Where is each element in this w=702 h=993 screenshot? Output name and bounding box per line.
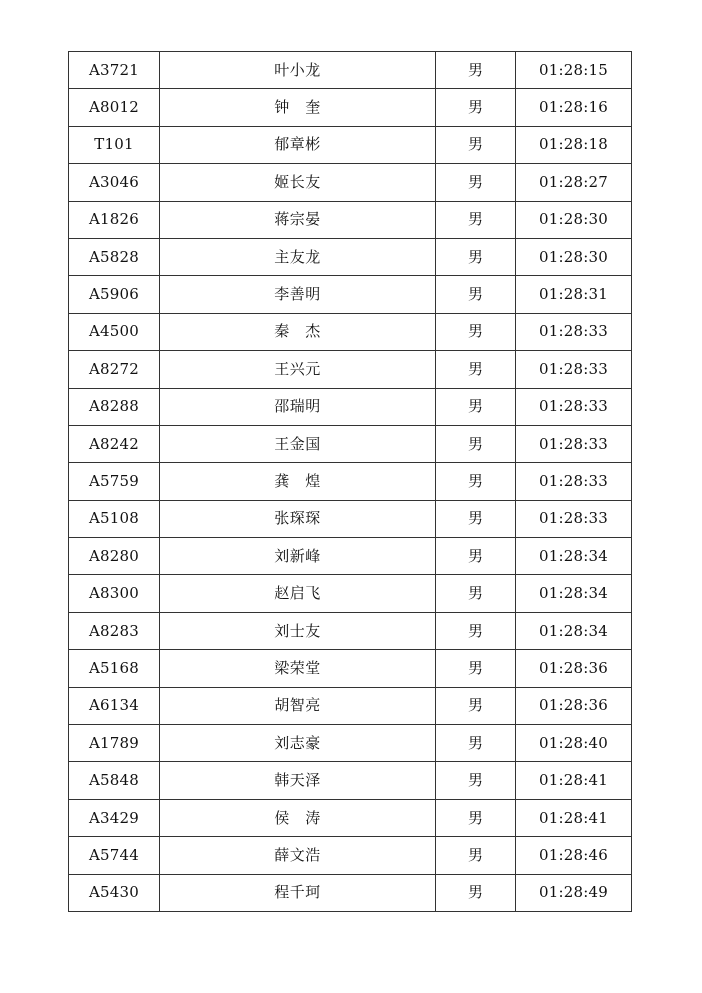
bib-number-cell: A5828 bbox=[69, 238, 160, 275]
runner-name-cell: 王兴元 bbox=[160, 351, 436, 388]
gender-cell: 男 bbox=[436, 650, 516, 687]
table-row bbox=[69, 762, 632, 799]
bib-number-cell: A5168 bbox=[69, 650, 160, 687]
bib-number-cell: A8280 bbox=[69, 538, 160, 575]
runner-name-cell: 程千珂 bbox=[160, 874, 436, 911]
bib-number-cell: A8283 bbox=[69, 612, 160, 649]
results-table bbox=[68, 51, 632, 912]
finish-time-cell: 01:28:46 bbox=[516, 837, 632, 874]
runner-name-cell: 刘志豪 bbox=[160, 725, 436, 762]
runner-name-cell: 王金国 bbox=[160, 425, 436, 462]
finish-time-cell: 01:28:18 bbox=[516, 126, 632, 163]
gender-cell: 男 bbox=[436, 313, 516, 350]
table-row bbox=[69, 575, 632, 612]
finish-time-cell: 01:28:33 bbox=[516, 425, 632, 462]
runner-name-cell: 叶小龙 bbox=[160, 52, 436, 89]
runner-name-cell: 李善明 bbox=[160, 276, 436, 313]
gender-cell: 男 bbox=[436, 126, 516, 163]
runner-name-cell: 张琛琛 bbox=[160, 500, 436, 537]
bib-number-cell: A5108 bbox=[69, 500, 160, 537]
table-row bbox=[69, 799, 632, 836]
finish-time-cell: 01:28:30 bbox=[516, 201, 632, 238]
table-row bbox=[69, 52, 632, 89]
bib-number-cell: T101 bbox=[69, 126, 160, 163]
runner-name-cell: 姬长友 bbox=[160, 164, 436, 201]
table-row bbox=[69, 201, 632, 238]
bib-number-cell: A3046 bbox=[69, 164, 160, 201]
runner-name-cell: 主友龙 bbox=[160, 238, 436, 275]
finish-time-cell: 01:28:31 bbox=[516, 276, 632, 313]
gender-cell: 男 bbox=[436, 276, 516, 313]
gender-cell: 男 bbox=[436, 687, 516, 724]
gender-cell: 男 bbox=[436, 238, 516, 275]
bib-number-cell: A1826 bbox=[69, 201, 160, 238]
table-row bbox=[69, 538, 632, 575]
bib-number-cell: A8012 bbox=[69, 89, 160, 126]
finish-time-cell: 01:28:36 bbox=[516, 687, 632, 724]
finish-time-cell: 01:28:34 bbox=[516, 538, 632, 575]
finish-time-cell: 01:28:27 bbox=[516, 164, 632, 201]
finish-time-cell: 01:28:36 bbox=[516, 650, 632, 687]
table-row bbox=[69, 612, 632, 649]
table-row bbox=[69, 650, 632, 687]
runner-name-cell: 蒋宗晏 bbox=[160, 201, 436, 238]
gender-cell: 男 bbox=[436, 874, 516, 911]
finish-time-cell: 01:28:30 bbox=[516, 238, 632, 275]
runner-name-cell: 刘士友 bbox=[160, 612, 436, 649]
runner-name-cell: 邵瑞明 bbox=[160, 388, 436, 425]
gender-cell: 男 bbox=[436, 725, 516, 762]
gender-cell: 男 bbox=[436, 201, 516, 238]
runner-name-cell: 侯 涛 bbox=[160, 799, 436, 836]
runner-name-cell: 梁荣堂 bbox=[160, 650, 436, 687]
gender-cell: 男 bbox=[436, 89, 516, 126]
finish-time-cell: 01:28:41 bbox=[516, 799, 632, 836]
bib-number-cell: A8272 bbox=[69, 351, 160, 388]
bib-number-cell: A8242 bbox=[69, 425, 160, 462]
gender-cell: 男 bbox=[436, 52, 516, 89]
gender-cell: 男 bbox=[436, 500, 516, 537]
table-row bbox=[69, 276, 632, 313]
bib-number-cell: A5759 bbox=[69, 463, 160, 500]
finish-time-cell: 01:28:33 bbox=[516, 351, 632, 388]
gender-cell: 男 bbox=[436, 538, 516, 575]
gender-cell: 男 bbox=[436, 837, 516, 874]
bib-number-cell: A3721 bbox=[69, 52, 160, 89]
gender-cell: 男 bbox=[436, 762, 516, 799]
finish-time-cell: 01:28:33 bbox=[516, 313, 632, 350]
bib-number-cell: A5906 bbox=[69, 276, 160, 313]
bib-number-cell: A8288 bbox=[69, 388, 160, 425]
finish-time-cell: 01:28:16 bbox=[516, 89, 632, 126]
runner-name-cell: 郁章彬 bbox=[160, 126, 436, 163]
runner-name-cell: 秦 杰 bbox=[160, 313, 436, 350]
table-row bbox=[69, 687, 632, 724]
bib-number-cell: A5744 bbox=[69, 837, 160, 874]
runner-name-cell: 龚 煌 bbox=[160, 463, 436, 500]
table-row bbox=[69, 351, 632, 388]
finish-time-cell: 01:28:34 bbox=[516, 612, 632, 649]
gender-cell: 男 bbox=[436, 351, 516, 388]
table-row bbox=[69, 500, 632, 537]
runner-name-cell: 薛文浩 bbox=[160, 837, 436, 874]
gender-cell: 男 bbox=[436, 425, 516, 462]
bib-number-cell: A8300 bbox=[69, 575, 160, 612]
finish-time-cell: 01:28:40 bbox=[516, 725, 632, 762]
gender-cell: 男 bbox=[436, 612, 516, 649]
table-row bbox=[69, 238, 632, 275]
bib-number-cell: A4500 bbox=[69, 313, 160, 350]
bib-number-cell: A1789 bbox=[69, 725, 160, 762]
table-row bbox=[69, 463, 632, 500]
table-row bbox=[69, 313, 632, 350]
gender-cell: 男 bbox=[436, 463, 516, 500]
finish-time-cell: 01:28:41 bbox=[516, 762, 632, 799]
runner-name-cell: 钟 奎 bbox=[160, 89, 436, 126]
finish-time-cell: 01:28:15 bbox=[516, 52, 632, 89]
table-row bbox=[69, 89, 632, 126]
results-table-body bbox=[69, 52, 632, 912]
table-row bbox=[69, 425, 632, 462]
table-row bbox=[69, 725, 632, 762]
gender-cell: 男 bbox=[436, 388, 516, 425]
bib-number-cell: A3429 bbox=[69, 799, 160, 836]
finish-time-cell: 01:28:49 bbox=[516, 874, 632, 911]
bib-number-cell: A5430 bbox=[69, 874, 160, 911]
finish-time-cell: 01:28:33 bbox=[516, 388, 632, 425]
table-row bbox=[69, 126, 632, 163]
runner-name-cell: 胡智亮 bbox=[160, 687, 436, 724]
gender-cell: 男 bbox=[436, 164, 516, 201]
runner-name-cell: 刘新峰 bbox=[160, 538, 436, 575]
runner-name-cell: 韩天泽 bbox=[160, 762, 436, 799]
table-row bbox=[69, 837, 632, 874]
finish-time-cell: 01:28:33 bbox=[516, 500, 632, 537]
finish-time-cell: 01:28:33 bbox=[516, 463, 632, 500]
table-row bbox=[69, 388, 632, 425]
bib-number-cell: A5848 bbox=[69, 762, 160, 799]
table-row bbox=[69, 164, 632, 201]
runner-name-cell: 赵启飞 bbox=[160, 575, 436, 612]
finish-time-cell: 01:28:34 bbox=[516, 575, 632, 612]
results-table-container bbox=[68, 51, 631, 912]
gender-cell: 男 bbox=[436, 575, 516, 612]
bib-number-cell: A6134 bbox=[69, 687, 160, 724]
gender-cell: 男 bbox=[436, 799, 516, 836]
table-row bbox=[69, 874, 632, 911]
